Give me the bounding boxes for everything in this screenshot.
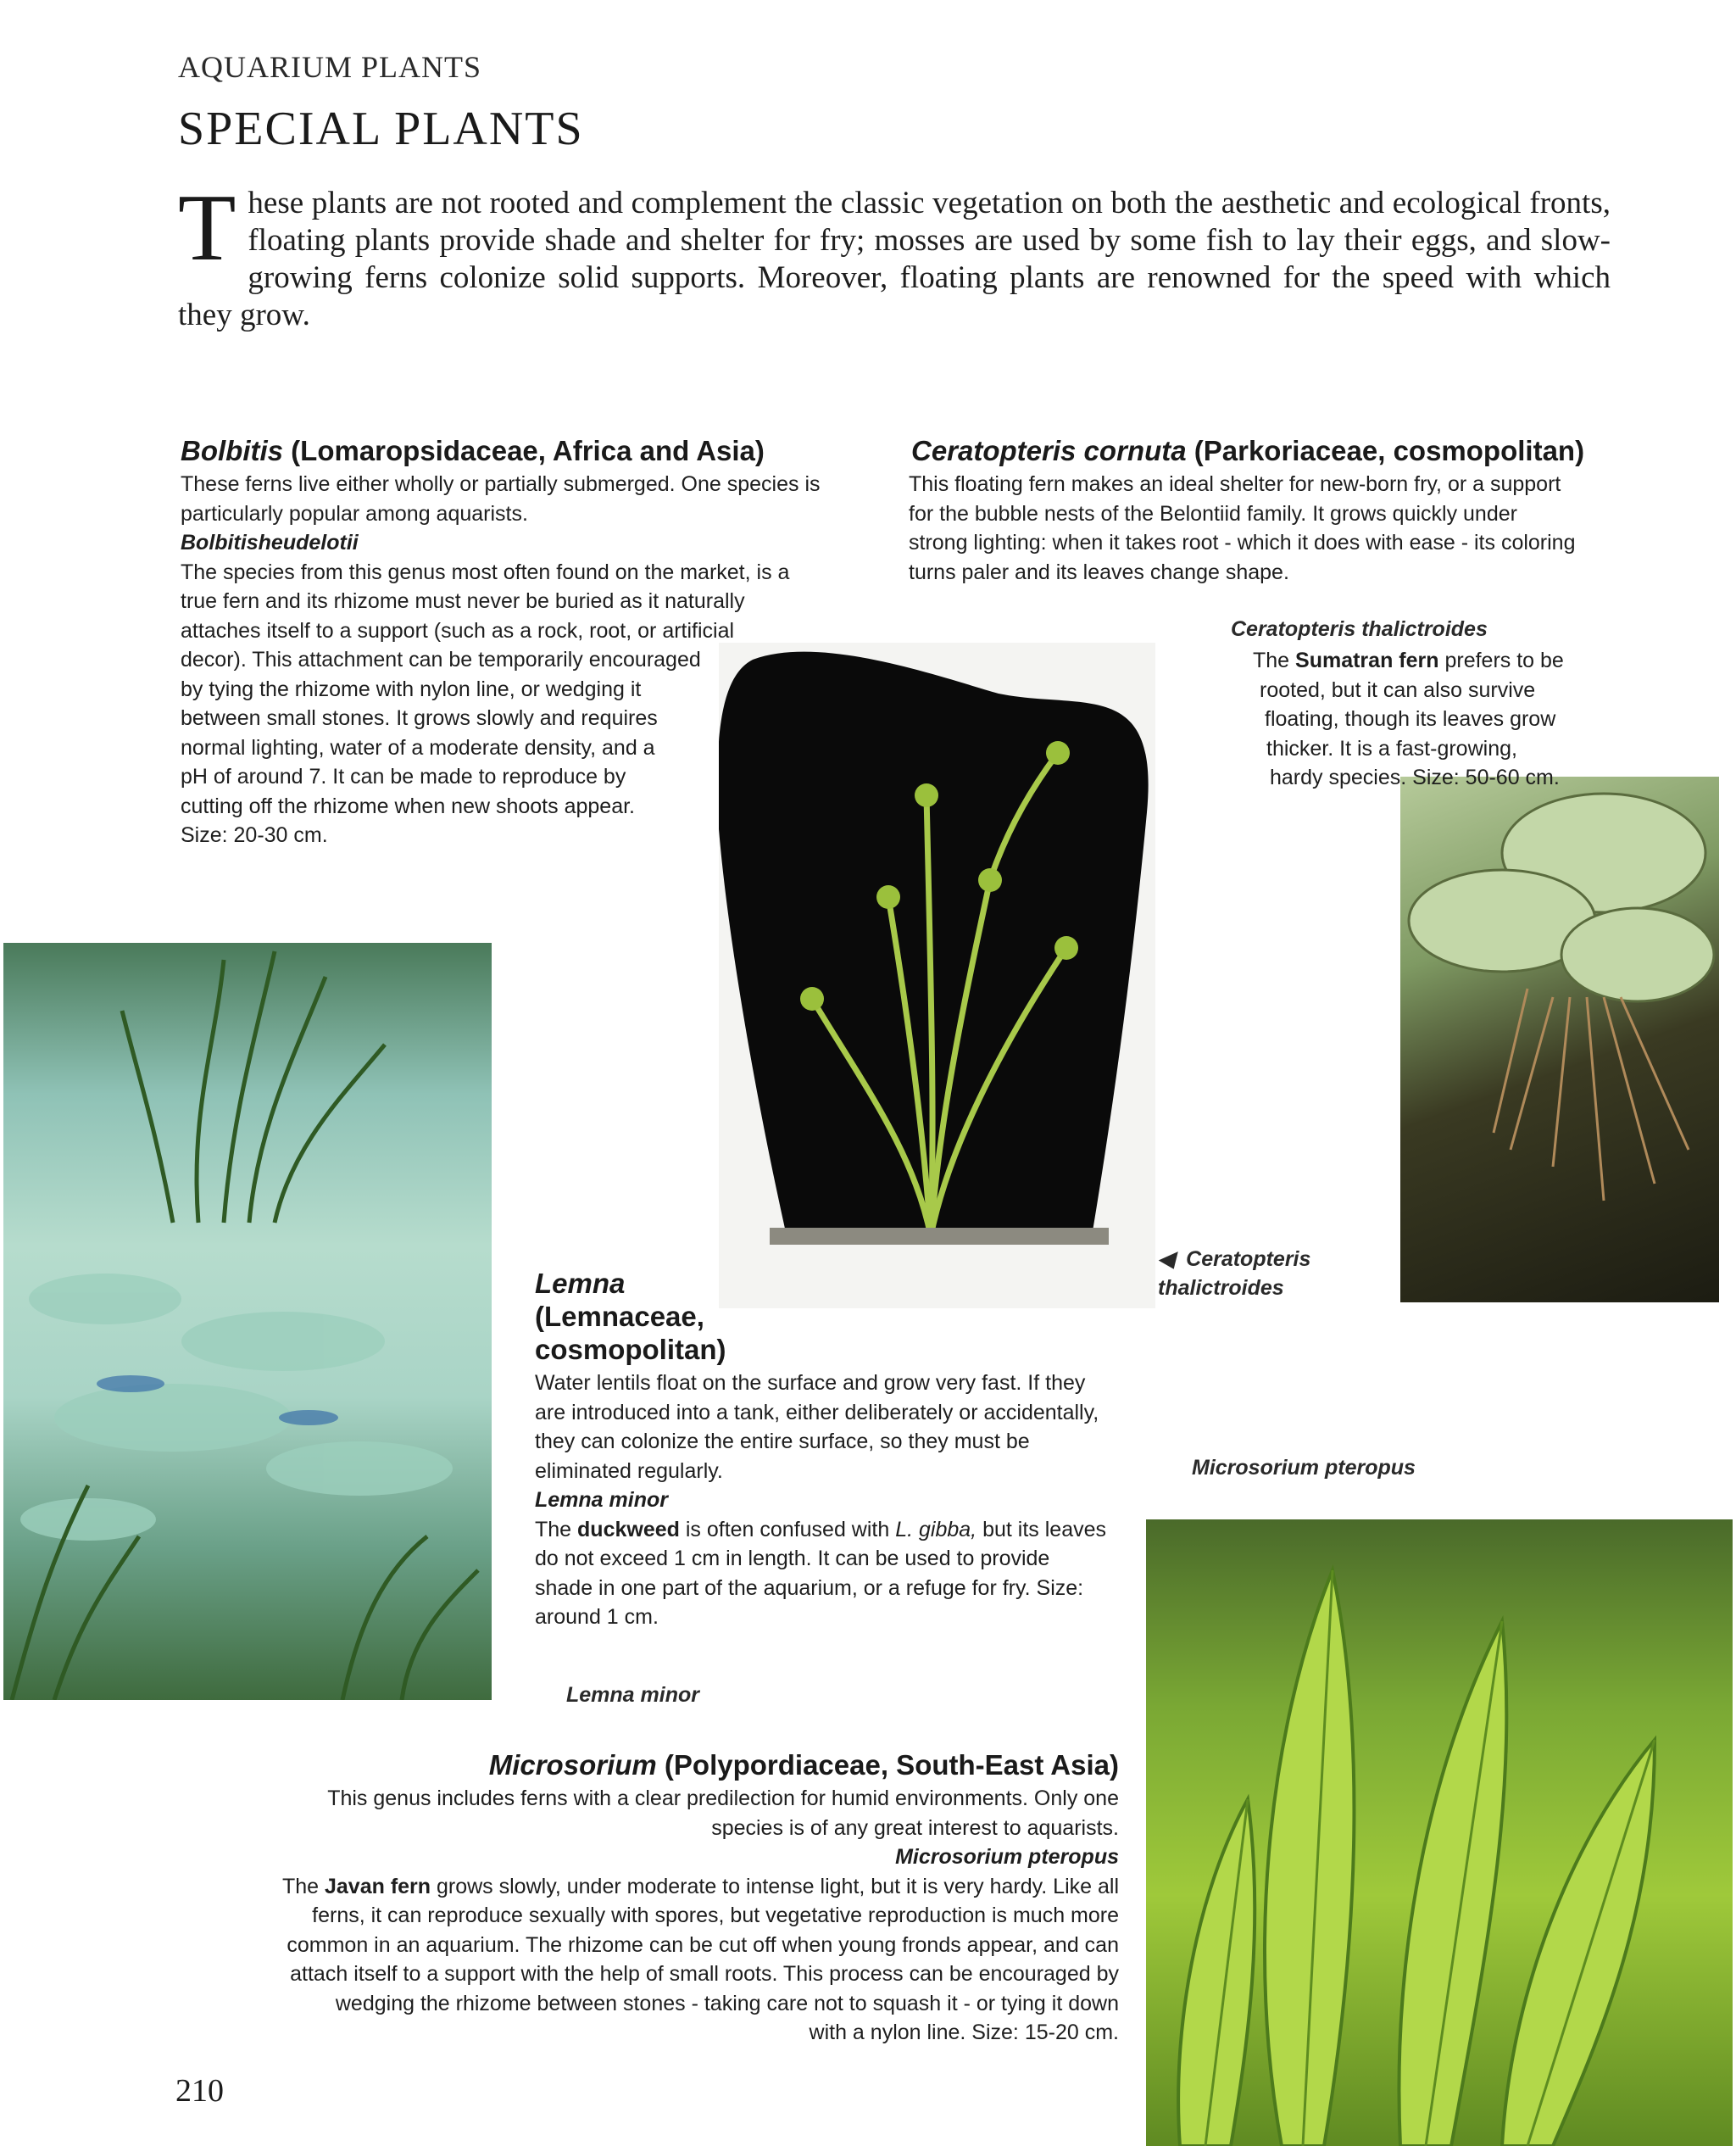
ceratopteris-line: thicker. It is a fast-growing, [1266,736,1517,761]
bolbitis-species: Bolbitisheudelotii [181,531,359,555]
lemna-heading-line: cosmopolitan) [535,1334,726,1365]
ceratopteris-line: hardy species. Size: 50-60 cm. [1270,766,1560,789]
microsorium-photo-caption: Microsorium pteropus [1192,1456,1416,1480]
ceratopteris-species-pre: The [1253,649,1296,672]
bolbitis-heading-rest: (Lomaropsidaceae, Africa and Asia) [283,435,765,466]
lemna-desc-post: but its leaves do not exceed 1 cm in length. It can be used to provide shade in one part of the aquarium, or a refuge for fry. Size: around 1 cm. [535,1517,1106,1629]
microsorium-heading-rest: (Polypordiaceae, South-East Asia) [656,1749,1119,1781]
lemna-heading [535,1267,726,1366]
running-head: AQUARIUM PLANTS [178,50,482,84]
bolbitis-line: Size: 20-30 cm. [181,823,328,847]
bolbitis-line: between small stones. It grows slowly and requires [181,706,658,730]
microsorium-line: attach itself to a support with the help of small roots. This process can be encouraged by [290,1962,1119,1986]
ceratopteris-common-name: Sumatran fern [1295,649,1439,672]
lemna-genus: Lemna [535,1268,626,1299]
microsorium-desc-pre: The [281,1874,325,1898]
ceratopteris-intro: This floating fern makes an ideal shelter for new-born fry, or a support for the bubble nests of the Belontiid family. It grows quickly under strong lighting: when it takes root - which it does with ease - its coloring turns paler and its leaves change shape. [909,472,1576,584]
bolbitis-heading [181,434,765,468]
bolbitis-line: cutting off the rhizome when new shoots appear. [181,794,635,818]
ceratopteris-photo-caption [1158,1245,1310,1302]
bolbitis-line: attaches itself to a support (such as a rock, root, or artificial [181,618,735,643]
microsorium-species: Microsorium pteropus [895,1845,1119,1869]
microsorium-photo [1146,1519,1733,2146]
microsorium-genus: Microsorium [488,1749,657,1781]
ceratopteris-text [1253,646,1609,793]
microsorium-common-name: Javan fern [324,1874,431,1898]
lemna-species: Lemna minor [535,1488,668,1512]
lemna-heading-line: (Lemnaceae, [535,1301,704,1332]
microsorium-intro: This genus includes ferns with a clear predilection for humid environments. Only one [327,1786,1119,1810]
caption-arrow-icon: ◀ [1158,1247,1175,1271]
bolbitis-intro: These ferns live either wholly or partially submerged. One species is particularly popular among aquarists. [181,472,821,526]
lemna-desc-mid: is often confused with [679,1517,896,1541]
drop-cap: T [178,176,236,281]
bolbitis-text [181,470,859,850]
lemna-common-name: duckweed [577,1517,680,1541]
ceratopteris-caption-line: Ceratopteris [1186,1247,1311,1271]
ceratopteris-heading-rest: (Parkoriaceae, cosmopolitan) [1186,435,1585,466]
bolbitis-line: decor). This attachment can be temporarily encouraged [181,648,701,672]
microsorium-heading [178,1748,1119,1782]
microsorium-line: ferns, it can reproduce sexually with spores, but vegetative reproduction is much more [312,1904,1119,1927]
bolbitis-line: The species from this genus most often found on the market, is a [181,560,790,584]
microsorium-line: common in an aquarium. The rhizome can be cut off when young fronds appear, and can [287,1932,1119,1957]
ceratopteris-heading [911,434,1584,468]
lemna-pond-photo [3,943,492,1700]
lemna-photo-caption: Lemna minor [566,1683,699,1707]
lemna-gibba: L. gibba, [895,1517,977,1541]
lemna-intro: Water lentils float on the surface and grow very fast. If they are introduced into a tank, either deliberately or accidentally, they can colonize the entire surface, so they must be eliminated regularly. [535,1371,1099,1483]
bolbitis-genus: Bolbitis [181,435,283,466]
ceratopteris-species: Ceratopteris thalictroides [1231,617,1488,641]
microsorium-line: wedging the rhizome between stones - taking care not to squash it - or tying it down [335,1991,1119,2015]
bolbitis-line: pH of around 7. It can be made to reproduce by [181,765,626,789]
microsorium-text [178,1784,1119,2048]
lemna-desc-pre: The [535,1517,578,1541]
ceratopteris-caption-line: thalictroides [1158,1276,1284,1300]
intro-paragraph [178,176,1611,334]
intro-text: hese plants are not rooted and complement the classic vegetation on both the aesthetic and ecological fronts, floating plants provide shade and shelter for fry; mosses are used by some fish to lay their eggs, and slow-growing ferns colonize solid supports. Moreover, floating plants are renowned for the speed with which they grow. [178,186,1611,332]
bolbitis-line: true fern and its rhizome must never be buried as it naturally [181,589,745,613]
lemna-text [535,1368,1111,1632]
microsorium-intro: species is of any great interest to aquarists. [711,1815,1119,1840]
microsorium-line: with a nylon line. Size: 15-20 cm. [809,2021,1119,2044]
ceratopteris-genus: Ceratopteris cornuta [911,435,1187,466]
page-title: SPECIAL PLANTS [178,103,584,155]
ceratopteris-line: prefers to be [1438,649,1564,672]
ceratopteris-line: rooted, but it can also survive [1260,677,1536,702]
bolbitis-line: by tying the rhizome with nylon line, or wedging it [181,677,642,701]
page-number: 210 [175,2073,224,2109]
ceratopteris-photo [1400,777,1719,1302]
microsorium-line: grows slowly, under moderate to intense light, but it is very hardy. Like all [431,1874,1119,1898]
ceratopteris-line: floating, though its leaves grow [1265,707,1556,731]
bolbitis-line: normal lighting, water of a moderate density, and a [181,735,655,760]
